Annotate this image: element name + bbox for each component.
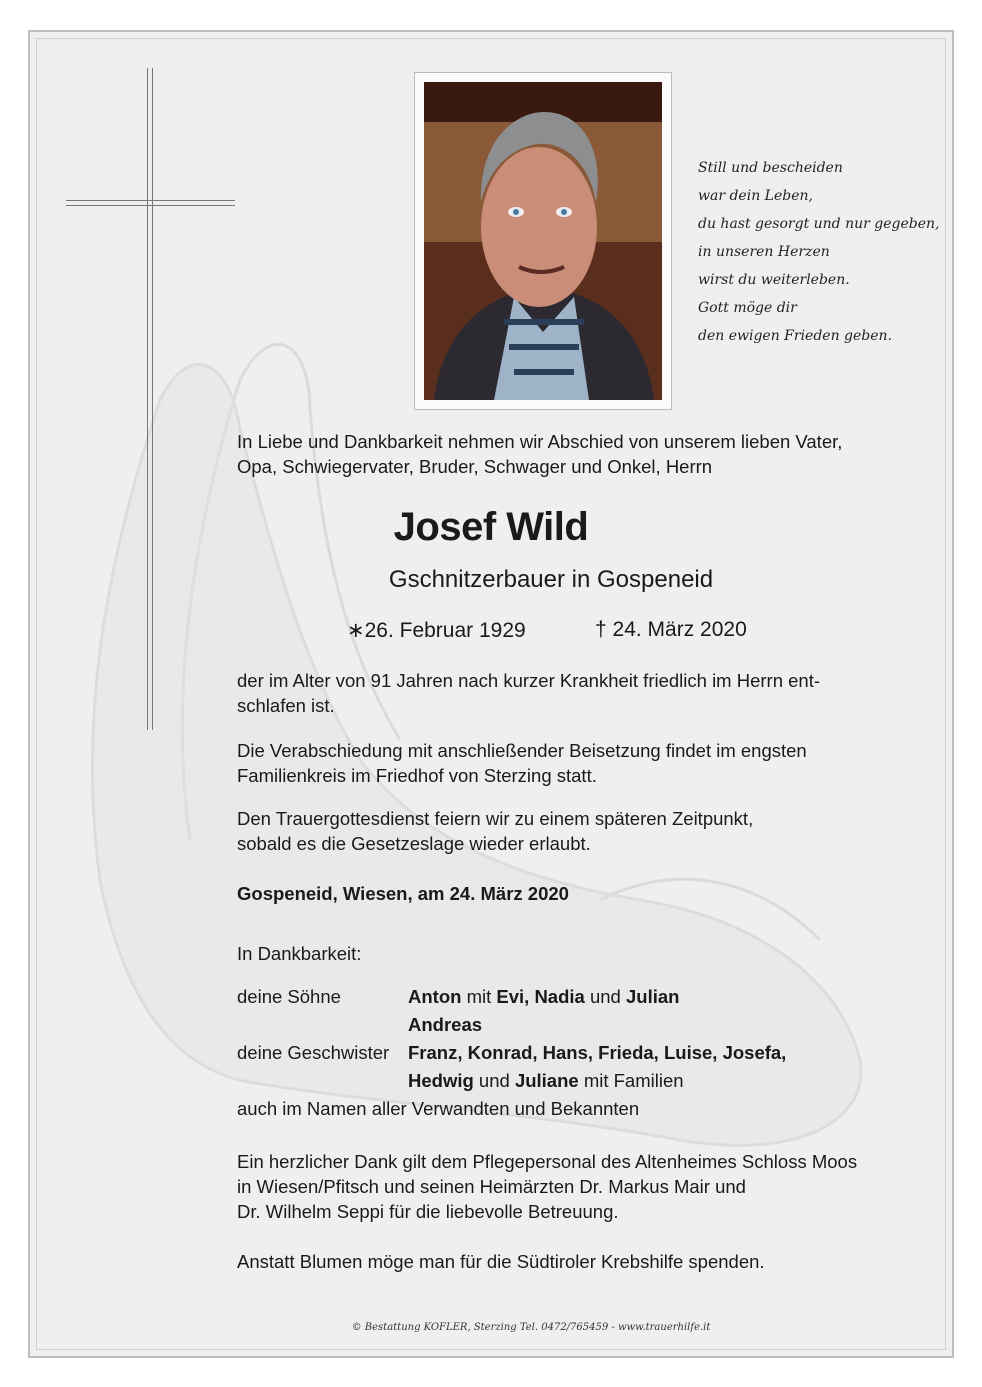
cross-icon-bar xyxy=(66,200,235,206)
sons-line xyxy=(408,1014,482,1036)
text-line: in Wiesen/Pfitsch und seinen Heimärzten Dr. Markus Mair und xyxy=(237,1176,746,1197)
poem-line: du hast gesorgt und nur gegeben, xyxy=(698,216,940,232)
text-line: schlafen ist. xyxy=(237,695,335,716)
mourner-name: Andreas xyxy=(408,1014,483,1035)
poem-line: Still und bescheiden xyxy=(698,160,843,176)
text-line: Opa, Schwiegervater, Bruder, Schwager und Onkel, Herrn xyxy=(237,456,713,477)
death-date: † 24. März 2020 xyxy=(595,618,747,641)
text-line: Familienkreis im Friedhof von Sterzing statt. xyxy=(237,765,597,786)
poem-line: Gott möge dir xyxy=(698,300,797,316)
poem-line: in unseren Herzen xyxy=(698,244,830,260)
portrait-photo-frame xyxy=(414,72,672,410)
text-line: Ein herzlicher Dank gilt dem Pflegepersonal des Altenheimes Schloss Moos xyxy=(237,1151,858,1172)
paragraph-donation: Anstatt Blumen möge man für die Südtiroler Krebshilfe spenden. xyxy=(237,1251,765,1272)
mourner-name: Franz, Konrad, Hans, Frieda, Luise, Josefa, xyxy=(408,1042,787,1063)
place-date: Gospeneid, Wiesen, am 24. März 2020 xyxy=(237,883,569,904)
deceased-name: Josef Wild xyxy=(393,505,589,549)
siblings-line xyxy=(408,1070,684,1092)
connector-text: mit xyxy=(461,986,497,1007)
mourner-name: Juliane xyxy=(514,1070,579,1091)
paragraph-gratitude xyxy=(237,1149,857,1224)
mourner-name: Evi, Nadia xyxy=(496,986,585,1007)
mourner-name: Anton xyxy=(408,986,462,1007)
text-line: In Liebe und Dankbarkeit nehmen wir Abschied von unserem lieben Vater, xyxy=(237,431,843,452)
text-line: sobald es die Gesetzeslage wieder erlaubt. xyxy=(237,833,591,854)
text-line: Dr. Wilhelm Seppi für die liebevolle Betreuung. xyxy=(237,1201,619,1222)
connector-text: und xyxy=(584,986,626,1007)
poem-line: war dein Leben, xyxy=(698,188,813,204)
memorial-poem xyxy=(698,154,939,350)
cross-icon xyxy=(147,68,153,730)
text-line: Die Verabschiedung mit anschließender Beisetzung findet im engsten xyxy=(237,740,807,761)
text-line: Den Trauergottesdienst feiern wir zu einem späteren Zeitpunkt, xyxy=(237,808,754,829)
sons-label: deine Söhne xyxy=(237,986,341,1007)
funeral-home-footer: © Bestattung KOFLER, Sterzing Tel. 0472/765459 - www.trauerhilfe.it xyxy=(351,1322,711,1333)
connector-text: mit Familien xyxy=(578,1070,684,1091)
paragraph-funeral xyxy=(237,738,807,788)
connector-text: und xyxy=(473,1070,515,1091)
relatives-line: auch im Namen aller Verwandten und Bekannten xyxy=(237,1098,640,1119)
mourner-name: Julian xyxy=(625,986,680,1007)
paragraph-service xyxy=(237,806,753,856)
sons-line xyxy=(408,986,679,1008)
paragraph-passing xyxy=(237,668,820,718)
poem-line: den ewigen Frieden geben. xyxy=(698,328,893,344)
mourner-name: Hedwig xyxy=(408,1070,474,1091)
birth-date: ∗26. Februar 1929 xyxy=(347,619,526,642)
siblings-line xyxy=(408,1042,786,1064)
siblings-label: deine Geschwister xyxy=(237,1042,390,1063)
deceased-subtitle: Gschnitzerbauer in Gospeneid xyxy=(388,566,714,593)
poem-line: wirst du weiterleben. xyxy=(698,272,850,288)
thanks-heading: In Dankbarkeit: xyxy=(237,943,362,964)
intro-text xyxy=(237,429,842,479)
portrait-photo xyxy=(424,82,662,400)
text-line: der im Alter von 91 Jahren nach kurzer Krankheit friedlich im Herrn ent- xyxy=(237,670,821,691)
